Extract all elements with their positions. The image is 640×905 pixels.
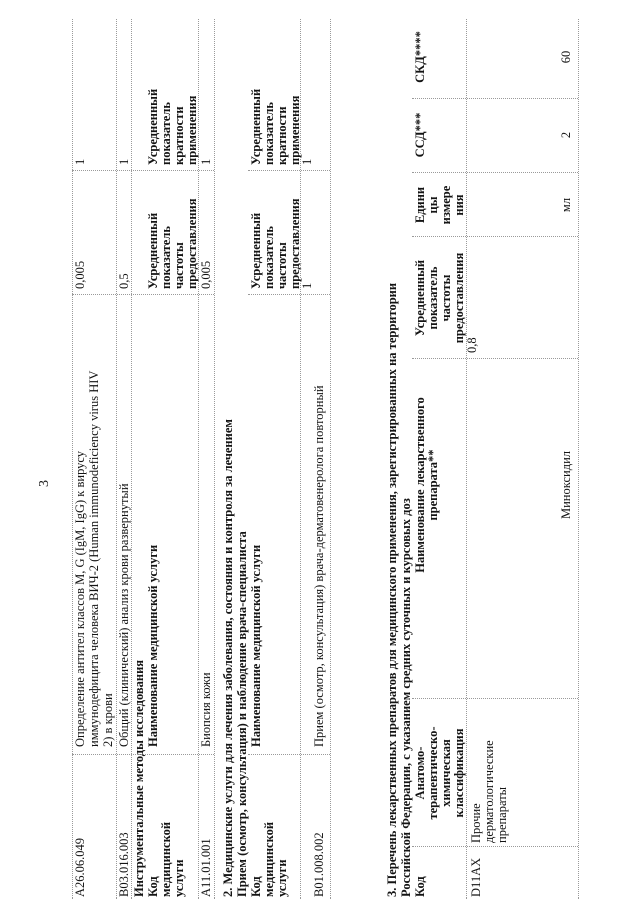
- s2-header-name: Наименование медицинской услуги: [249, 544, 263, 747]
- s2-header-code-3: услуги: [275, 859, 289, 897]
- s3-header-atc-2: терапевтическо-: [426, 726, 440, 820]
- s3-header-code: Код: [413, 876, 427, 897]
- s2-row-multiplicity: 1: [300, 158, 314, 165]
- s3-row-skd: 60: [559, 50, 573, 64]
- instr-row-frequency: 0,005: [199, 260, 213, 289]
- instr-header-mult-4: применения: [185, 95, 199, 165]
- section-2-title: 2. Медицинские услуги для лечения заболевания, состояния и контроля за лечением: [221, 419, 235, 897]
- section-3-title-line-1: 3. Перечень лекарственных препаратов для медицинского применения, зарегистрированных на территории: [385, 282, 399, 897]
- instr-header-freq-4: предоставления: [185, 198, 199, 289]
- s3-header-unit-2: цы: [426, 196, 440, 214]
- lab-row-2-name: Общий (клинический) анализ крови развернутый: [117, 483, 131, 747]
- s3-header-unit-3: измере: [439, 185, 453, 225]
- lab-row-1-multiplicity: 1: [73, 158, 87, 165]
- instr-header-mult-3: кратности: [172, 106, 186, 165]
- instr-header-code-3: услуги: [172, 859, 186, 897]
- s3-row-unit: мл: [559, 197, 573, 213]
- section-2-subheading: Прием (осмотр, консультация) и наблюдение врача-специалиста: [235, 531, 249, 897]
- s3-col-divider-freq: [412, 236, 578, 237]
- s3-header-freq-1: Усредненный: [413, 259, 427, 337]
- instr-header-name: Наименование медицинской услуги: [146, 544, 160, 747]
- s2-col-divider-mult: [248, 170, 330, 171]
- instr-row-name: Биопсия кожи: [199, 672, 213, 747]
- lab-row-2-multiplicity: 1: [117, 158, 131, 165]
- instrumental-heading: Инструментальные методы исследования: [132, 659, 146, 897]
- lab-row-1-code: A26.06.049: [73, 837, 87, 897]
- s2-header-freq-4: предоставления: [288, 198, 302, 289]
- rule-lab-2: [131, 19, 132, 899]
- s3-row-atc-2: дерматологические: [482, 740, 496, 843]
- lab-row-1-name-line-2: иммунодефицита человека ВИЧ-2 (Human immunodeficiency virus HIV: [87, 370, 101, 747]
- s2-header-freq-2: показатель: [262, 226, 276, 289]
- s2-header-mult-4: применения: [288, 95, 302, 165]
- s3-header-freq-3: частоты: [439, 274, 453, 322]
- s3-row-drug: Миноксидил: [559, 450, 573, 520]
- s2-col-divider-freq: [248, 294, 330, 295]
- instr-header-mult-2: показатель: [159, 102, 173, 165]
- s2-header-code-1: Код: [249, 876, 263, 897]
- s2-header-mult-3: кратности: [275, 106, 289, 165]
- s3-col-divider-sdd: [412, 98, 578, 99]
- s3-header-skd: СКД****: [413, 31, 427, 83]
- instr-header-mult-1: Усредненный: [146, 88, 160, 165]
- rule-s3-end: [578, 19, 579, 899]
- s3-header-drug-2: препарата**: [426, 449, 440, 521]
- instr-header-code-1: Код: [146, 876, 160, 897]
- rule-s2-end: [330, 19, 331, 899]
- s2-header-freq-1: Усредненный: [249, 212, 263, 289]
- rule-s2-header: [300, 19, 301, 899]
- s3-row-frequency: 0,8: [465, 337, 479, 353]
- s3-row-code: D11AX: [469, 857, 483, 897]
- rule-s3-header: [466, 19, 467, 899]
- s3-col-divider-atc: [412, 698, 578, 699]
- lab-row-2-frequency: 0,5: [117, 273, 131, 289]
- s2-header-code-2: медицинской: [262, 821, 276, 897]
- rule-lab-1: [116, 19, 117, 899]
- s3-row-atc-3: препараты: [495, 786, 509, 843]
- lab-row-1-name-line-3: 2) в крови: [101, 693, 115, 747]
- page-number: 3: [37, 480, 52, 487]
- col-divider-code: [72, 754, 214, 755]
- s3-col-divider-unit: [412, 172, 578, 173]
- s3-header-freq-4: предоставления: [452, 252, 466, 344]
- s3-row-atc-1: Прочие: [469, 803, 483, 843]
- s3-header-drug-1: Наименование лекарственного: [413, 397, 427, 573]
- s2-row-code: B01.008.002: [312, 832, 326, 897]
- s3-header-unit-1: Едини: [413, 186, 427, 224]
- section-3-title-line-2: Российской Федерации, с указанием средних суточных и курсовых доз: [399, 498, 413, 897]
- col-divider-freq: [72, 294, 214, 295]
- lab-row-1-frequency: 0,005: [73, 260, 87, 289]
- s3-col-divider-code: [412, 846, 578, 847]
- col-divider-mult: [72, 170, 214, 171]
- s2-header-mult-1: Усредненный: [249, 88, 263, 165]
- s3-row-sdd: 2: [559, 131, 573, 139]
- s3-header-unit-4: ния: [452, 194, 466, 216]
- instr-header-freq-3: частоты: [172, 242, 186, 289]
- rule-top: [72, 19, 73, 899]
- instr-header-freq-2: показатель: [159, 226, 173, 289]
- rule-instr-end: [214, 19, 215, 899]
- instr-header-code-2: медицинской: [159, 821, 173, 897]
- lab-row-2-code: B03.016.003: [117, 832, 131, 897]
- instr-header-freq-1: Усредненный: [146, 212, 160, 289]
- s3-header-atc-1: Анатомо-: [413, 746, 427, 800]
- s2-col-divider-code: [248, 754, 330, 755]
- s3-header-atc-4: классификация: [452, 728, 466, 818]
- s2-header-mult-2: показатель: [262, 102, 276, 165]
- s3-header-sdd: ССД***: [413, 112, 427, 158]
- s3-col-divider-drug: [412, 358, 578, 359]
- instr-row-multiplicity: 1: [199, 158, 213, 165]
- rule-instr-header: [198, 19, 199, 899]
- s2-row-name: Прием (осмотр, консультация) врача-дерматовенеролога повторный: [312, 385, 326, 747]
- s3-header-atc-3: химическая: [439, 739, 453, 807]
- instr-row-code: A11.01.001: [199, 838, 213, 897]
- s2-row-frequency: 1: [300, 282, 314, 289]
- s2-header-freq-3: частоты: [275, 242, 289, 289]
- lab-row-1-name-line-1: Определение антител классов M, G (IgM, IgG) к вирусу: [73, 450, 87, 747]
- s3-header-freq-2: показатель: [426, 266, 440, 330]
